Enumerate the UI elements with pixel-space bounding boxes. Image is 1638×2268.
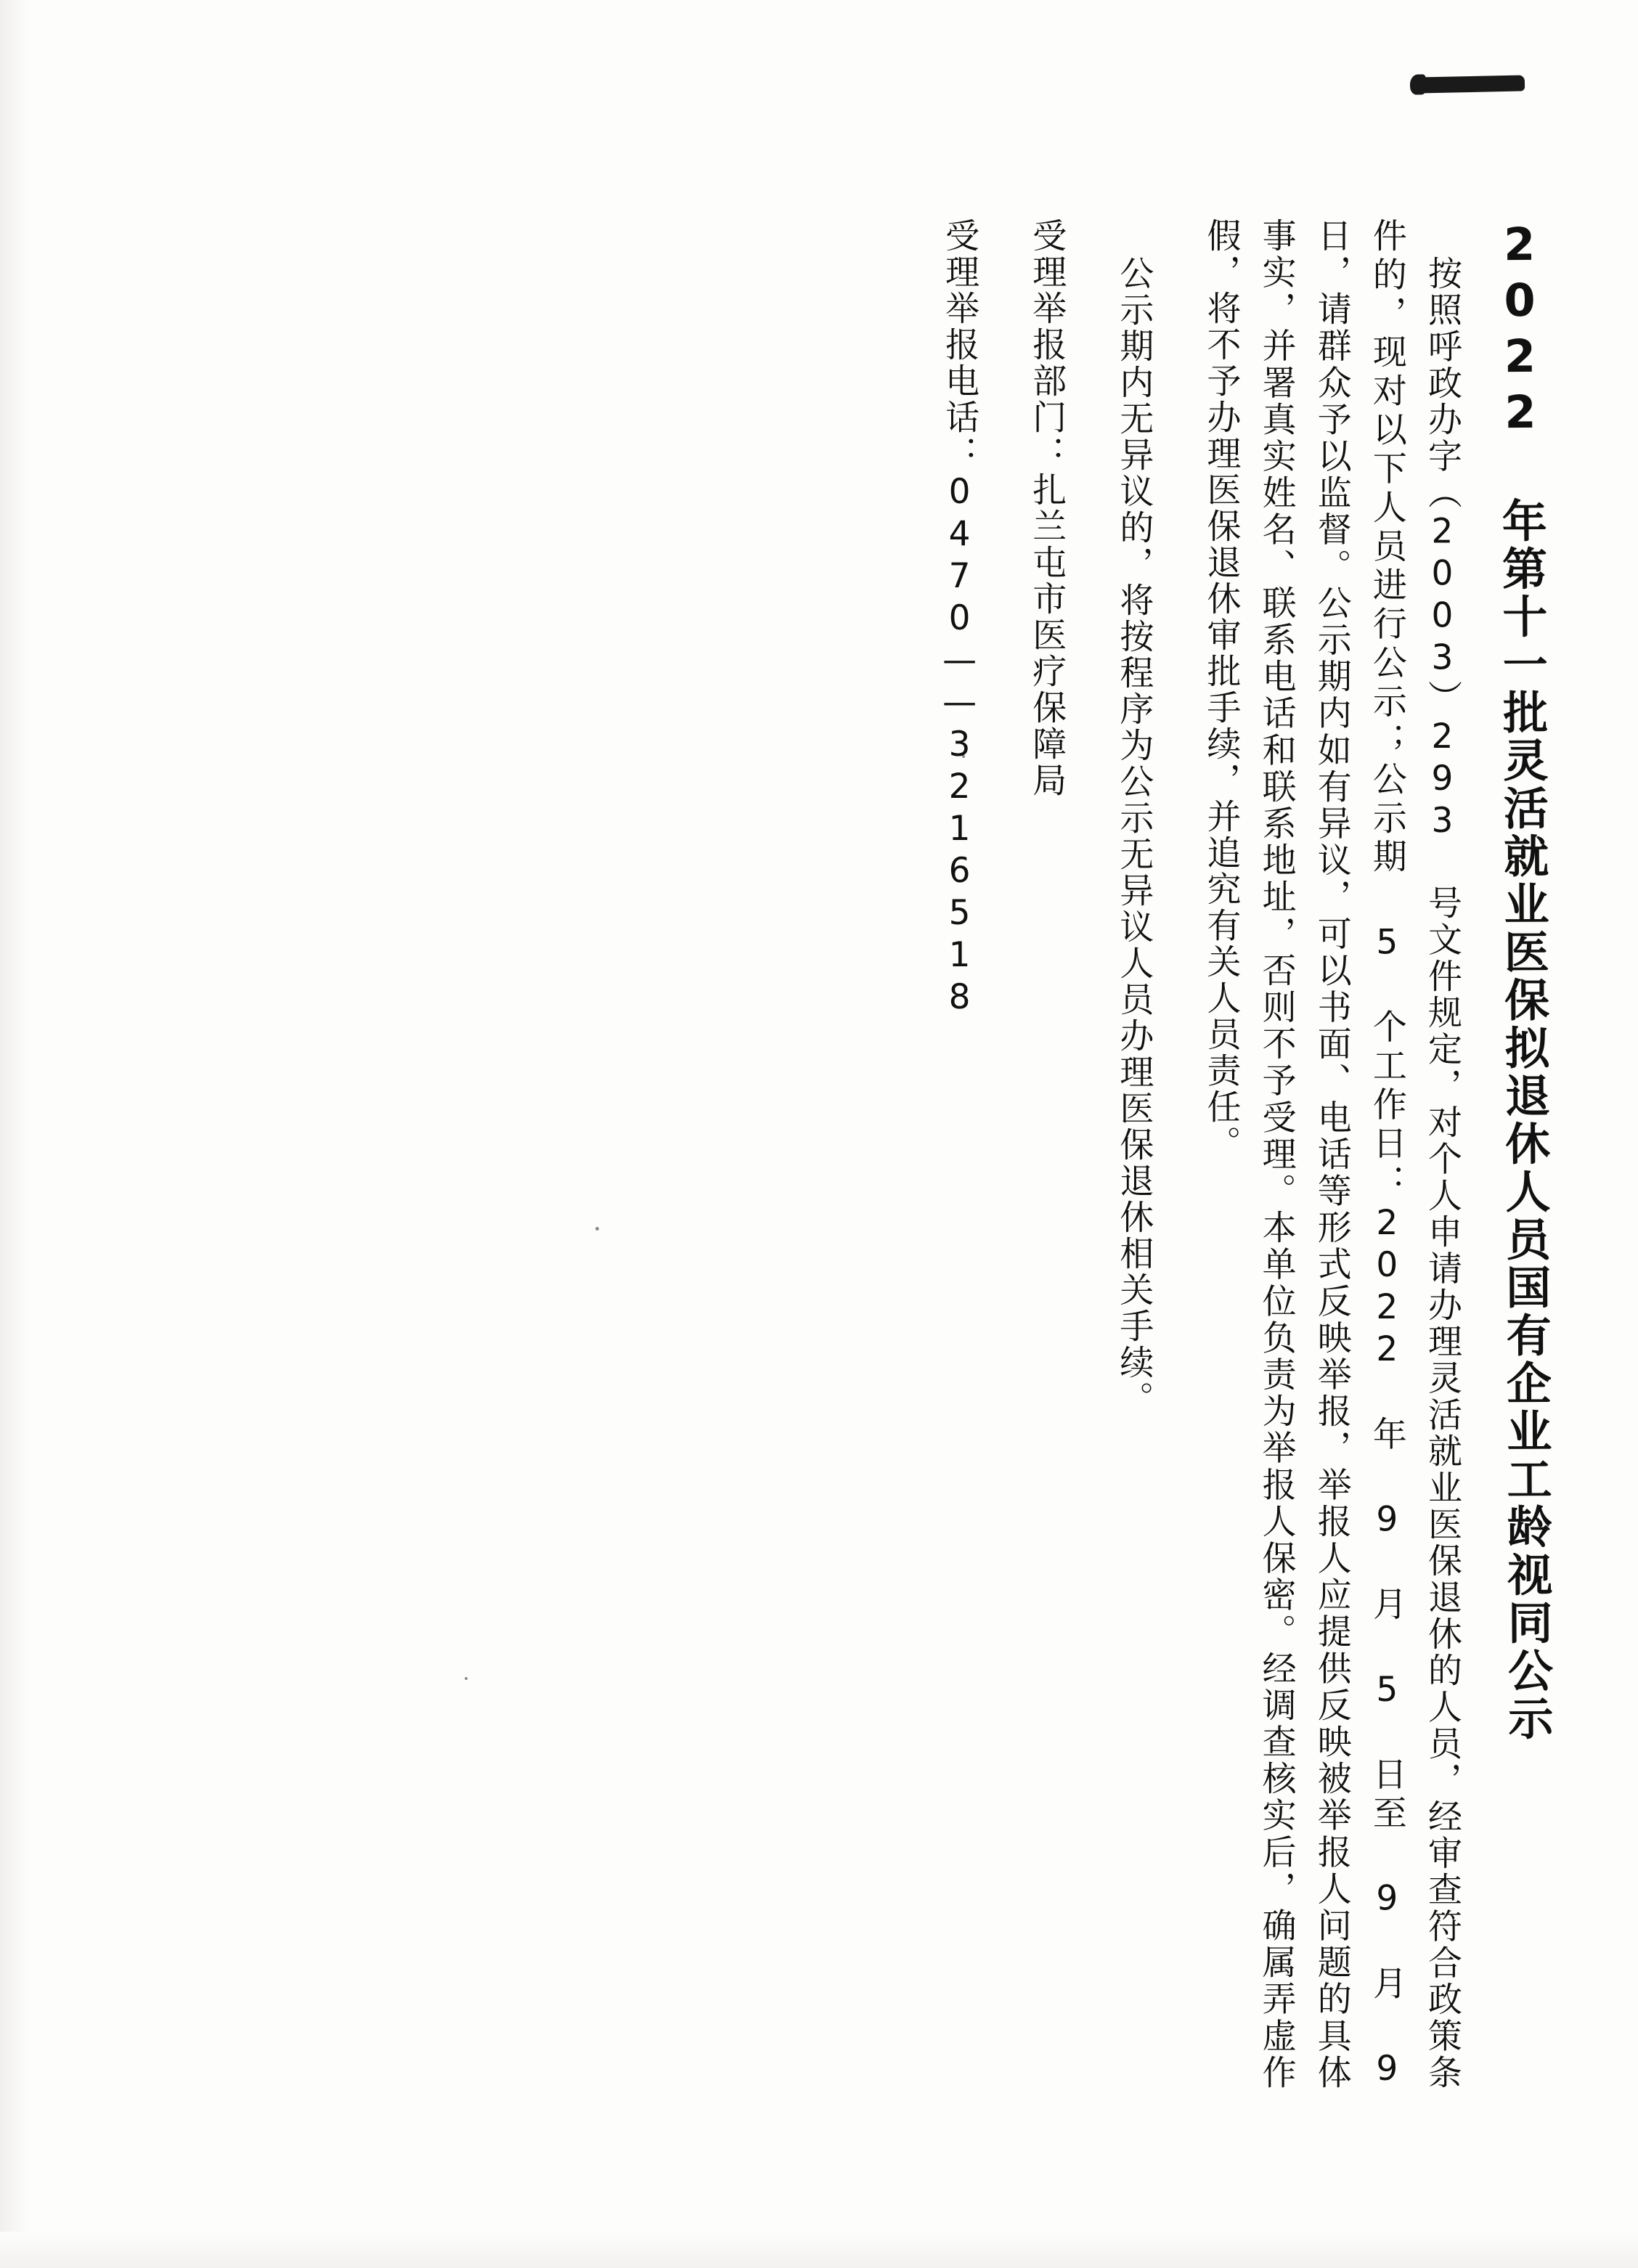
notice-paragraph-1: 按照呼政办字（2003）293 号文件规定，对个人申请办理灵活就业医保退休的人员，经审查符合政策条件的，现对以下人员进行公示；公示期 5 个工作日：2022 年 9 月 5 日至 9 月 9 日，请群众予以监督。公示期内如有异议，可以书面、电话等形式反映举报，举报人应提供反映被举报人问题的具体事实，并署真实姓名、联系电话和联系地址，否则不予受理。本单位负责为举报人保密。经调查核实后，确属弄虚作假，将不予办理医保退休审批手续，并追究有关人员责任。 xyxy=(1201,218,1462,2092)
scan-edge-shading-bottom xyxy=(0,2232,1638,2268)
scan-edge-shading-left xyxy=(0,0,29,2268)
report-department-line: 受理举报部门：扎兰屯市医疗保障局 xyxy=(1027,218,1067,799)
marker-stroke-mark xyxy=(1416,75,1525,93)
report-phone-line: 受理举报电话：0470——3216518 xyxy=(940,218,980,1019)
page-title: 2022 年第十一批灵活就业医保拟退休人员国有企业工龄视同公示 xyxy=(1493,217,1555,1744)
document-body xyxy=(87,217,1555,2178)
notice-paragraph-2: 公示期内无异议的，将按程序为公示无异议人员办理医保退休相关手续。 xyxy=(1114,256,1154,1417)
